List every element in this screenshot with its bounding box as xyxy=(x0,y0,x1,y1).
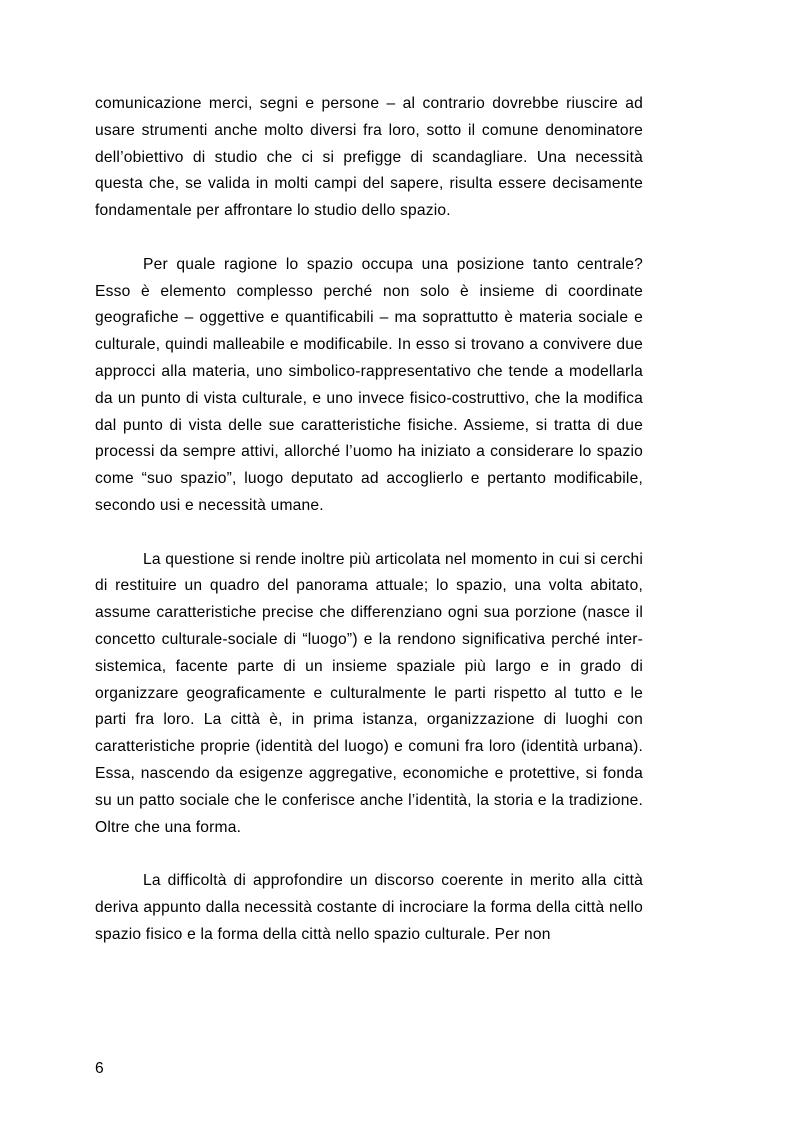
body-text xyxy=(95,91,643,949)
paragraph-city-identity: La questione si rende inoltre più articolata nel momento in cui si cerchi di restituire un quadro del panorama attuale; lo spazio, una volta abitato, assume caratteristiche precise che differenziano ogni sua porzione (nasce il concetto culturale-sociale di “luogo”) e la rendono significativa perché inter-sistemica, facente parte di un insieme spaziale più largo e in grado di organizzare geograficamente e culturalmente le parti rispetto al tutto e le parti fra loro. La città è, in prima istanza, organizzazione di luoghi con caratteristiche proprie (identità del luogo) e comuni fra loro (identità urbana). Essa, nascendo da esigenze aggregative, economiche e protettive, si fonda su un patto sociale che le conferisce anche l’identità, la storia e la tradizione. Oltre che una forma. xyxy=(95,550,644,836)
paragraph-space-centrality: Per quale ragione lo spazio occupa una posizione tanto centrale? Esso è elemento complesso perché non solo è insieme di coordinate geografiche – oggettive e quantificabili – ma soprattutto è materia sociale e culturale, quindi malleabile e modificabile. In esso si trovano a convivere due approcci alla materia, uno simbolico-rappresentativo che tende a modellarla da un punto di vista culturale, e uno invece fisico-costruttivo, che la modifica dal punto di vista delle sue caratteristiche fisiche. Assieme, si tratta di due processi da sempre attivi, allorché l’uomo ha iniziato a considerare lo spazio come “suo spazio”, luogo deputato ad accoglierlo e pertanto modificabile, secondo usi e necessità umane. xyxy=(95,255,643,514)
paragraph-city-form: La difficoltà di approfondire un discorso coerente in merito alla città deriva appunto dalla necessità costante di incrociare la forma della città nello spazio fisico e la forma della città nello spazio culturale. Per non xyxy=(95,872,643,943)
paragraph-continuation: comunicazione merci, segni e persone – al contrario dovrebbe riuscire ad usare strumenti anche molto diversi fra loro, sotto il comune denominatore dell’obiettivo di studio che ci si prefigge di scandagliare. Una necessità questa che, se valida in molti campi del sapere, risulta essere decisamente fondamentale per affrontare lo studio dello spazio. xyxy=(95,95,643,220)
page-number: 6 xyxy=(95,1060,104,1077)
